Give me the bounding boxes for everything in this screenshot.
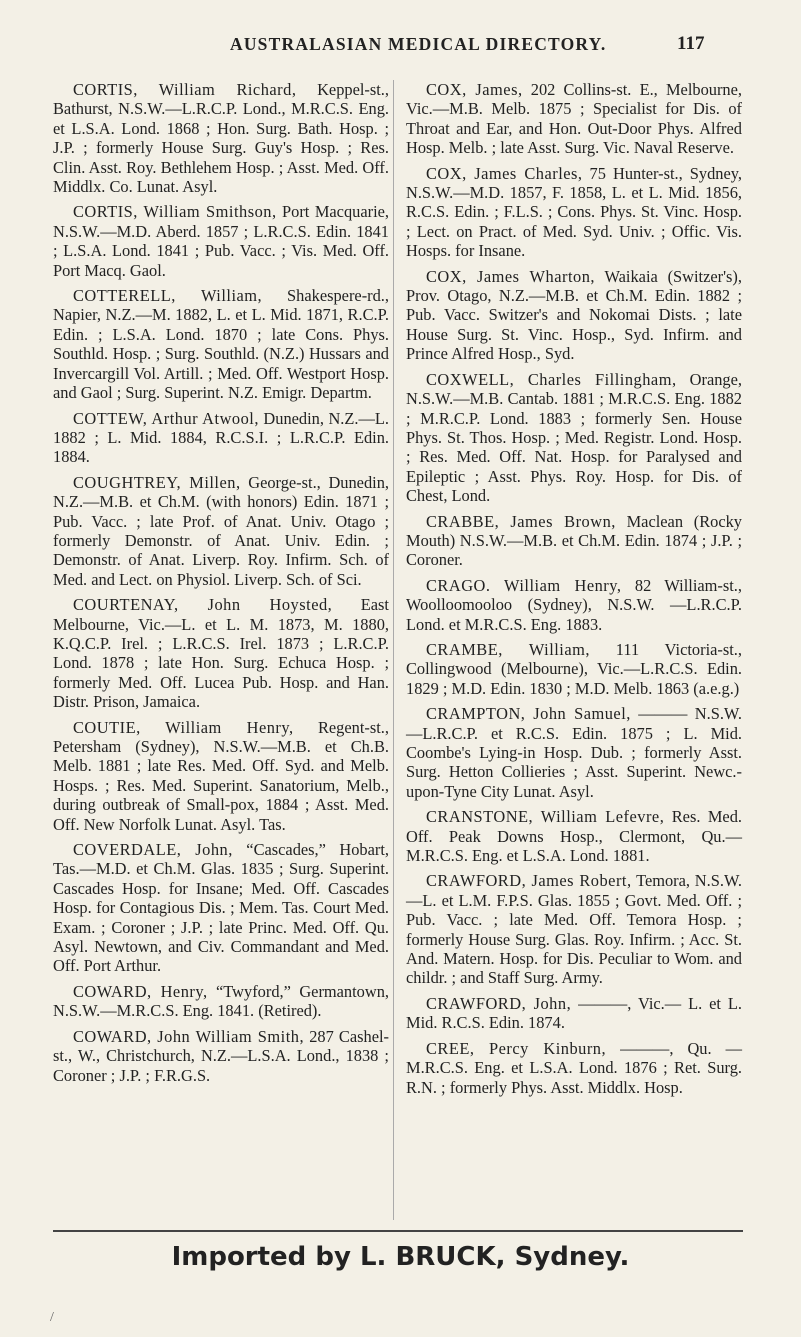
- column-divider: [393, 80, 394, 1220]
- entry-name: COURTENAY, John Hoysted,: [73, 595, 333, 615]
- entry: [53, 982, 389, 1021]
- entry: [406, 80, 742, 158]
- entry-name: COUTIE, William Henry,: [73, 717, 294, 737]
- entry-text: Temora, N.S.W.—L. et L.M. F.P.S. Glas. 1855 ; Govt. Med. Off. ; Pub. Vacc. ; late Med. Off. Temora Hosp. ; formerly House Surg. Glas. Roy. Infirm. ; Acc. St. And. Matern. Hosp. for Dis. Peculiar to Wom. and childr. ; and Staff Surg. Army.: [406, 871, 743, 988]
- running-title: AUSTRALASIAN MEDICAL DIRECTORY.: [230, 34, 607, 54]
- entry-text: Regent-st., Petersham (Sydney), N.S.W.—M.B. et Ch.B. Melb. 1881 ; late Res. Med. Off. Syd. and Melb. Hosps. ; Res. Med. Superint. Sanatorium, Melb., during outbreak of Small-pox, 1884 ; Asst. Med. Off. New Norfolk Lunat. Asyl. Tas.: [53, 717, 389, 834]
- stray-mark: /: [50, 1310, 54, 1325]
- entry: [406, 164, 742, 261]
- entry-text: “Twyford,” Germantown, N.S.W.—M.R.C.S. Eng. 1841. (Retired).: [53, 981, 390, 1021]
- entry-text: 111 Victoria-st., Collingwood (Melbourne), Vic.—L.R.C.S. Edin. 1829 ; M.D. Edin. 1830 ; M.D. Melb. 1863 (a.e.g.): [406, 639, 742, 698]
- entry-name: COTTEW, Arthur Atwool,: [73, 408, 259, 428]
- entry-name: CRAMPTON, John Samuel,: [426, 704, 631, 724]
- entry: [406, 1039, 742, 1097]
- entry: [53, 1027, 389, 1085]
- entry-text: “Cascades,” Hobart, Tas.—M.D. et Ch.M. Glas. 1835 ; Surg. Superint. Cascades Hosp. for Insane; Med. Off. Cascades Hosp. for Contagious Dis. ; Mem. Tas. Court Med. Exam. ; Coroner ; J.P. ; late Princ. Med. Off. Qu. Asyl. Newtown, and Civ. Commandant and Med. Off. Port Arthur.: [53, 840, 389, 976]
- entry-name: COTTERELL, William,: [73, 286, 263, 306]
- entry-name: CREE, Percy Kinburn,: [426, 1038, 607, 1058]
- left-column: [53, 80, 389, 1091]
- entry-name: COUGHTREY, Millen,: [73, 472, 241, 492]
- entry-text: ——— N.S.W.—L.R.C.P. et R.C.S. Edin. 1875 ; L. Mid. Coombe's Lying-in Hosp. Dub. ; formerly Asst. Surg. Hetton Collieries ; Asst. Superint. Newc.-upon-Tyne City Lunat. Asyl.: [406, 704, 742, 801]
- entry: [406, 640, 742, 698]
- entry-name: COX, James Wharton,: [426, 266, 595, 286]
- entry-text: ———, Vic.— L. et L. Mid. R.C.S. Edin. 1874.: [406, 993, 742, 1033]
- entry-text: 82 William-st., Woolloomooloo (Sydney), N.S.W. —L.R.C.P. Lond. et M.R.C.S. Eng. 1883.: [406, 575, 742, 634]
- entry-text: Dunedin, N.Z.—L. 1882 ; L. Mid. 1884, R.C.S.I. ; L.R.C.P. Edin. 1884.: [53, 408, 389, 467]
- entry-name: CRABBE, James Brown,: [426, 511, 616, 531]
- entry: [406, 807, 742, 865]
- entry: [53, 202, 389, 280]
- publisher-imprint: Imported by L. BRUCK, Sydney.: [171, 1242, 630, 1272]
- entry-text: Shakespere-rd., Napier, N.Z.—M. 1882, L. et L. Mid. 1871, R.C.P. Edin. ; L.S.A. Lond. 1870 ; late Cons. Phys. Southld. Hosp. ; Surg. Southld. (N.Z.) Hussars and Invercargill Vol. Artill. ; Med. Off. Westport Hosp. and Gaol ; Surg. Superint. N.Z. Emigr. Departm.: [53, 286, 389, 403]
- entry: [53, 840, 389, 976]
- entry-name: CRAMBE, William,: [426, 639, 590, 659]
- right-column: [406, 80, 742, 1103]
- entry: [53, 80, 389, 196]
- entry-text: Orange, N.S.W.—M.B. Cantab. 1881 ; M.R.C.S. Eng. 1882 ; M.R.C.P. Lond. 1883 ; formerly Sen. House Phys. St. Thos. Hosp. ; Med. Registr. Lond. Hosp. ; Res. Med. Off. Nat. Hosp. for Paralysed and Epileptic ; Asst. Phys. Roy. Hosp. for Dis. of Chest, Lond.: [406, 369, 742, 506]
- entry-name: CRAGO. William Henry,: [426, 575, 622, 595]
- entry: [53, 718, 389, 834]
- entry: [406, 370, 742, 506]
- entry-text: ———, Qu. —M.R.C.S. Eng. et L.S.A. Lond. 1876 ; Ret. Surg. R.N. ; formerly Phys. Asst. Middlx. Hosp.: [406, 1038, 742, 1097]
- entry-text: Keppel-st., Bathurst, N.S.W.—L.R.C.P. Lond., M.R.C.S. Eng. et L.S.A. Lond. 1868 ; Hon. Surg. Bath. Hosp. ; J.P. ; formerly House Surg. Guy's Hosp. ; Res. Clin. Asst. Roy. Bethlehem Hosp. ; Asst. Med. Off. Middlx. Co. Lunat. Asyl.: [53, 80, 389, 197]
- entry-text: Res. Med. Off. Peak Downs Hosp., Clermont, Qu.—M.R.C.S. Eng. et L.S.A. Lond. 1881.: [406, 807, 742, 866]
- entry-text: 287 Cashel-st., W., Christchurch, N.Z.—L.S.A. Lond., 1838 ; Coroner ; J.P. ; F.R.G.S.: [53, 1026, 389, 1085]
- entry-text: George-st., Dunedin, N.Z.—M.B. et Ch.M. (with honors) Edin. 1871 ; Pub. Vacc. ; late Prof. of Anat. Univ. Otago ; formerly Demonstr. of Anat. Univ. Edin. ; Demonstr. of Anat. Liverp. Roy. Infirm. Sch. of Med. and Lect. on Physiol. Liverp. Sch. of Sci.: [53, 472, 389, 589]
- entry-text: 202 Collins-st. E., Melbourne, Vic.—M.B. Melb. 1875 ; Specialist for Dis. of Throat and Ear, and Hon. Out-Door Phys. Alfred Hosp. Melb. ; late Asst. Surg. Vic. Naval Reserve.: [406, 80, 742, 158]
- entry: [53, 473, 389, 589]
- page-number: 117: [677, 33, 705, 54]
- entry-text: East Melbourne, Vic.—L. et L. M. 1873, M. 1880, K.Q.C.P. Irel. ; L.R.C.S. Irel. 1873 ; L.R.C.P. Lond. 1878 ; late Hon. Surg. Echuca Hosp. ; formerly Med. Off. Lucea Pub. Hosp. and Han. Distr. Prison, Jamaica.: [53, 595, 389, 712]
- entry-name: COWARD, Henry,: [73, 981, 208, 1001]
- entry: [406, 994, 742, 1033]
- entry-name: COX, James,: [426, 80, 523, 99]
- footer-rule: [53, 1230, 743, 1232]
- entry-name: COVERDALE, John,: [73, 840, 233, 860]
- entry: [53, 286, 389, 402]
- entry: [53, 595, 389, 711]
- entry-text: 75 Hunter-st., Sydney, N.S.W.—M.D. 1857, F. 1858, L. et L. Mid. 1856, R.C.S. Edin. ; F.L.S. ; Cons. Phys. St. Vinc. Hosp. ; Lect. on Pract. of Med. Syd. Univ. ; Offic. Vis. Hosps. for Insane.: [406, 163, 742, 261]
- entry-name: COWARD, John William Smith,: [73, 1026, 305, 1046]
- entry: [406, 267, 742, 364]
- entry-name: CORTIS, William Richard,: [73, 80, 297, 99]
- entry: [406, 871, 742, 987]
- entry-name: CRAWFORD, John,: [426, 993, 572, 1013]
- entry-text: Maclean (Rocky Mouth) N.S.W.—M.B. et Ch.M. Edin. 1874 ; J.P. ; Coroner.: [406, 511, 742, 570]
- entry-name: COX, James Charles,: [426, 163, 583, 183]
- entry: [406, 576, 742, 634]
- entry-name: COXWELL, Charles Fillingham,: [426, 369, 677, 389]
- page-header: [0, 22, 801, 62]
- entry-text: Port Macquarie, N.S.W.—M.D. Aberd. 1857 ; L.R.C.S. Edin. 1841 ; L.S.A. Lond. 1841 ; Pub. Vacc. ; Vis. Med. Off. Port Macq. Gaol.: [53, 202, 389, 280]
- entry-name: CRAWFORD, James Robert,: [426, 871, 632, 891]
- entry-name: CRANSTONE, William Lefevre,: [426, 807, 665, 827]
- entry: [406, 704, 742, 801]
- entry-text: Waikaia (Switzer's), Prov. Otago, N.Z.—M.B. et Ch.M. Edin. 1882 ; Pub. Vacc. Switzer's and Nokomai Dists. ; late House Surg. St. Vinc. Hosp., Syd. Infirm. and Prince Alfred Hosp., Syd.: [406, 266, 742, 364]
- entry-name: CORTIS, William Smithson,: [73, 202, 277, 222]
- entry: [53, 409, 389, 467]
- entry: [406, 512, 742, 570]
